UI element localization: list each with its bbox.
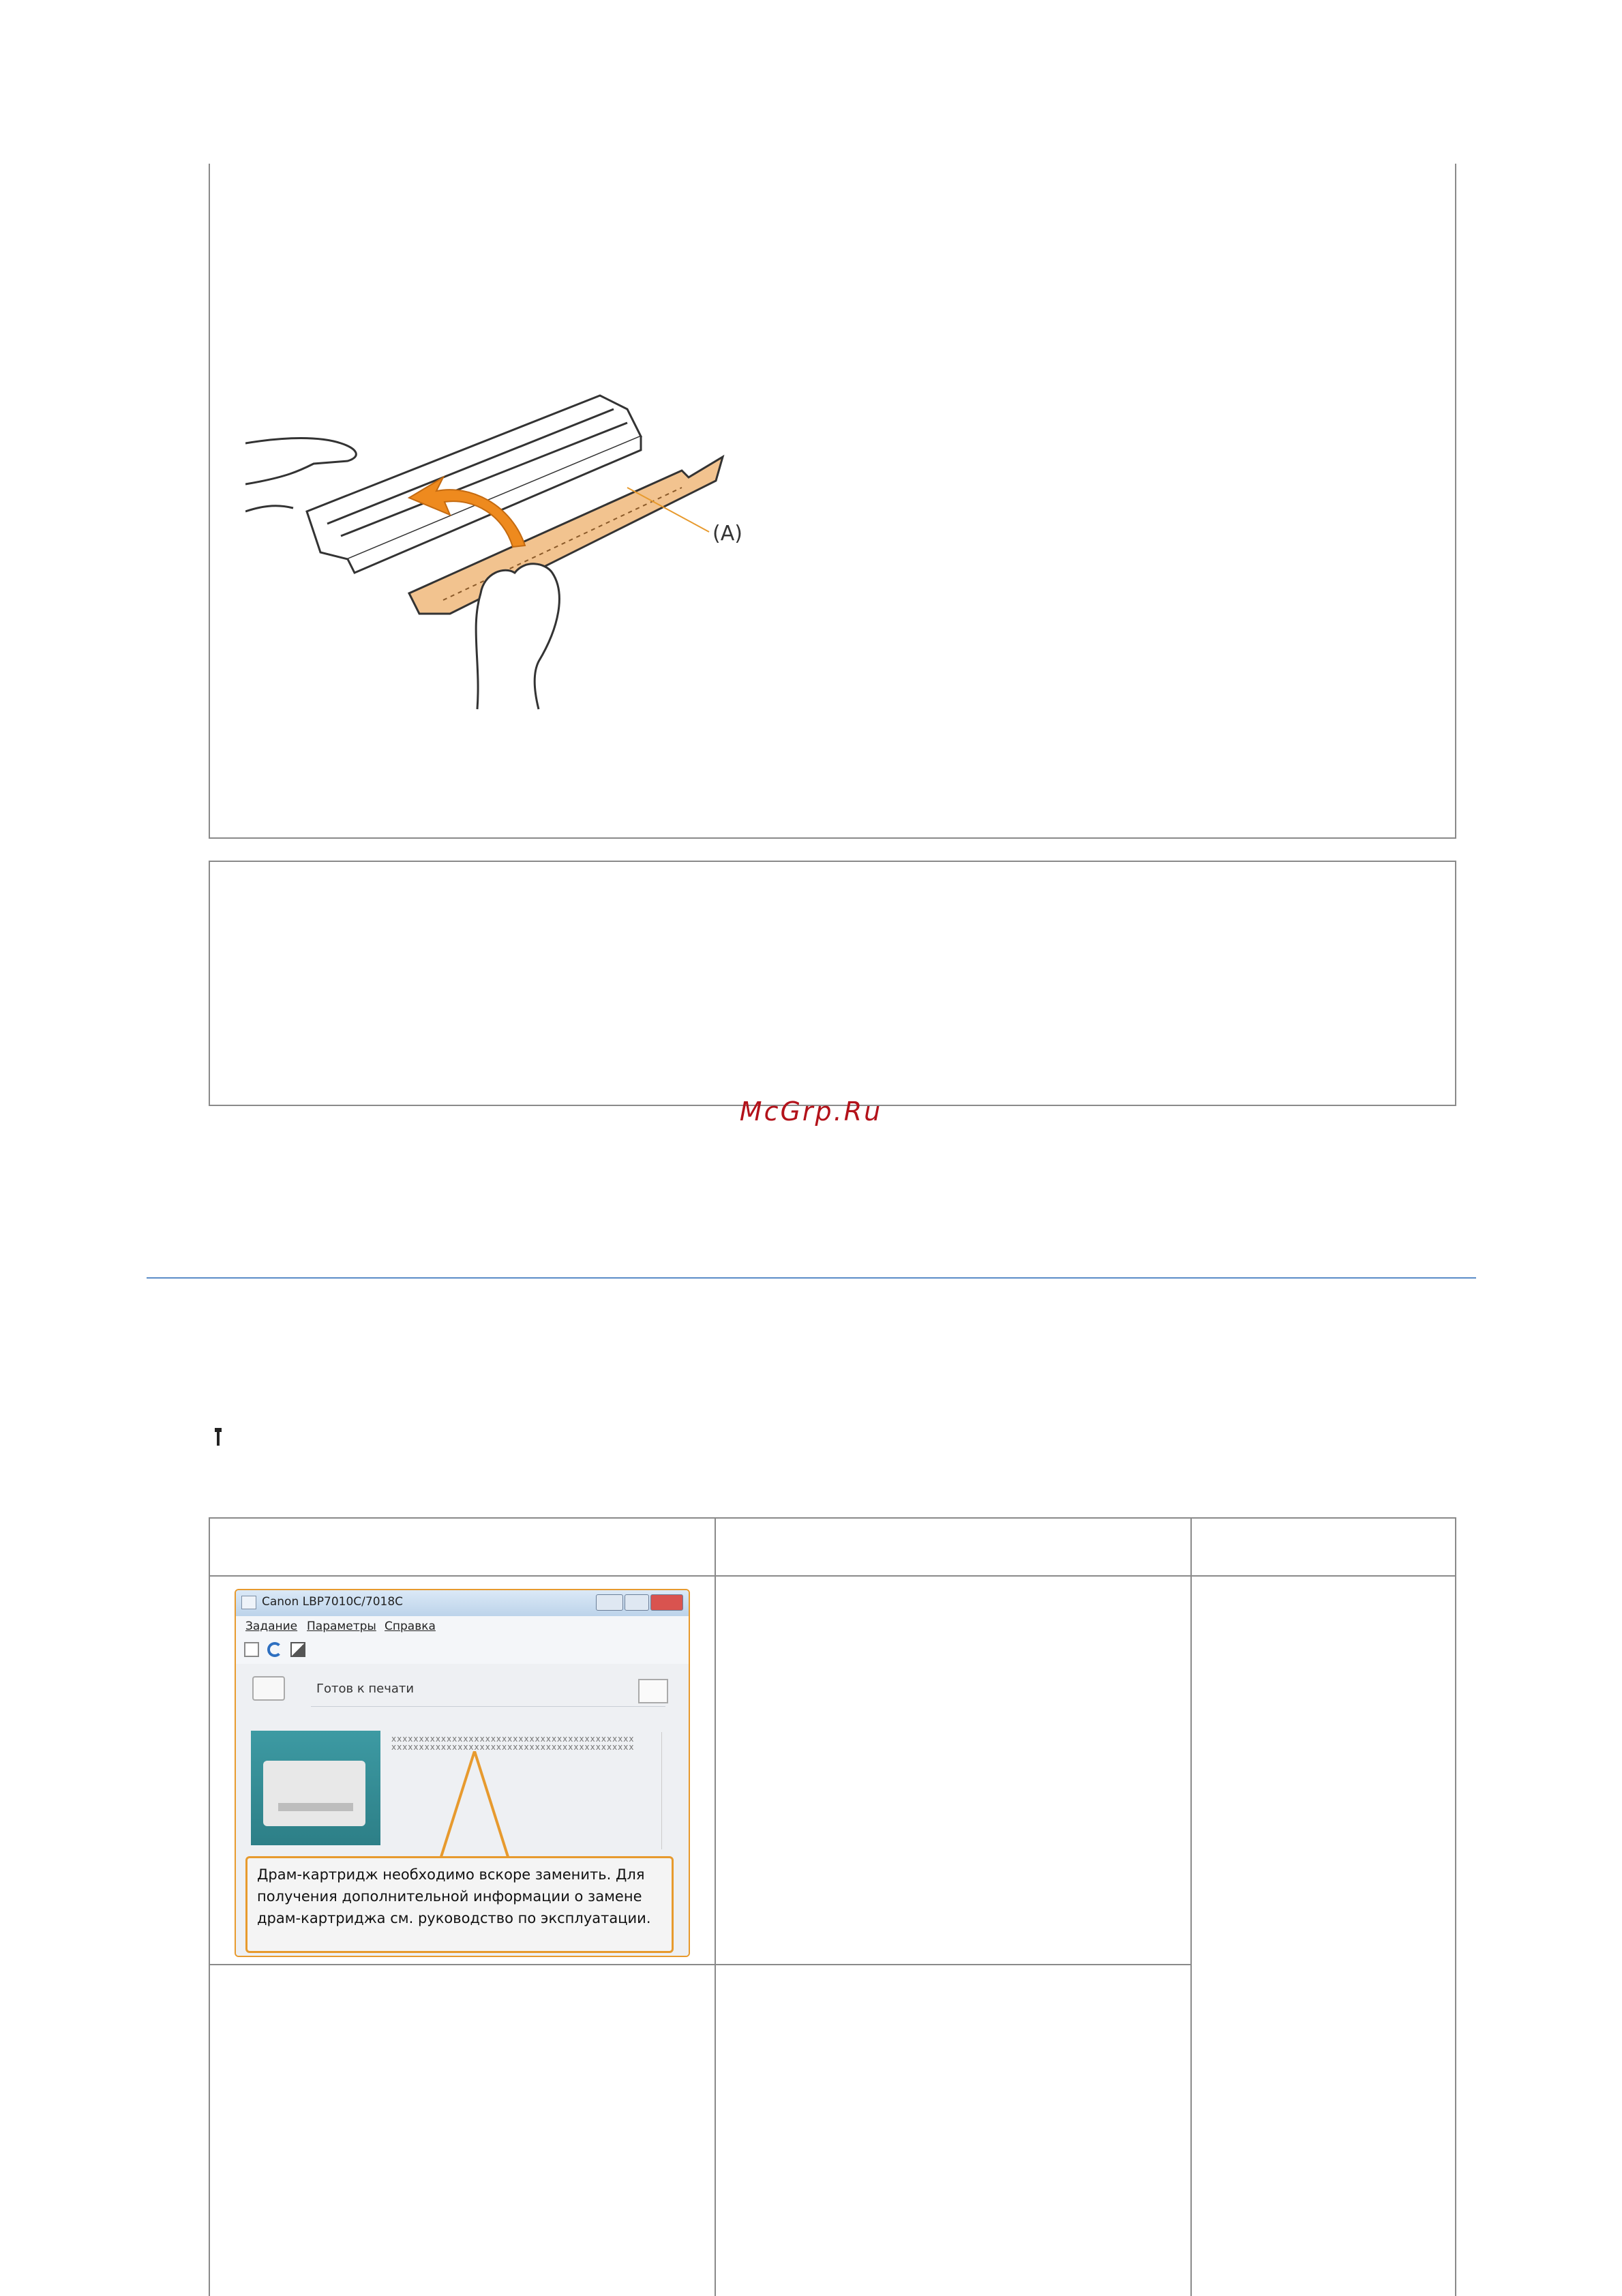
status-panel bbox=[236, 1664, 689, 1957]
menu-item-help[interactable]: Справка bbox=[385, 1620, 436, 1633]
toolbar bbox=[236, 1637, 689, 1665]
drum-cartridge bbox=[307, 396, 641, 573]
close-icon[interactable] bbox=[650, 1594, 683, 1611]
printer-app-icon bbox=[241, 1596, 256, 1609]
pin-icon bbox=[213, 1427, 224, 1447]
tooltip-pointer bbox=[427, 1751, 522, 1859]
printer-status-window bbox=[235, 1589, 690, 1957]
menu-item-parameters[interactable]: Параметры bbox=[307, 1620, 376, 1633]
table-column-divider bbox=[715, 1517, 716, 2296]
message-strip: xxxxxxxxxxxxxxxxxxxxxxxxxxxxxxxxxxxxxxxxxxxx xxxxxxxxxxxxxxxxxxxxxxxxxxxxxxxxxxxxxxxxxxxx bbox=[391, 1735, 635, 1751]
printer-status-icon bbox=[252, 1676, 285, 1701]
window-titlebar bbox=[236, 1590, 689, 1617]
table-border-top bbox=[209, 1517, 1456, 1519]
table-border-right bbox=[1455, 1517, 1456, 2296]
minimize-icon[interactable] bbox=[596, 1594, 623, 1611]
maximize-icon[interactable] bbox=[625, 1594, 649, 1611]
drum-cartridge-message: Драм-картридж необходимо вскоре заменить. Для получения дополнительной информации о замене драм-картриджа см. руководство по эксплуатации. bbox=[245, 1856, 674, 1953]
right-hand bbox=[476, 564, 559, 709]
table-header-divider bbox=[209, 1575, 1456, 1577]
refresh-icon[interactable] bbox=[267, 1642, 282, 1657]
status-text: Готов к печати bbox=[316, 1682, 415, 1696]
note-frame bbox=[209, 861, 1456, 1106]
settings-icon[interactable] bbox=[638, 1679, 668, 1703]
menu-item-task[interactable]: Задание bbox=[245, 1620, 298, 1633]
window-title: Canon LBP7010C/7018C bbox=[262, 1595, 404, 1609]
printer-tool-icon[interactable] bbox=[290, 1642, 305, 1657]
table-row-divider bbox=[209, 1964, 1190, 1965]
stop-icon[interactable] bbox=[244, 1642, 259, 1657]
table-border-left bbox=[209, 1517, 210, 2296]
scrollbar[interactable] bbox=[661, 1732, 670, 1849]
callout-label-a: (A) bbox=[712, 522, 742, 546]
menu-bar bbox=[236, 1616, 689, 1637]
section-divider bbox=[147, 1277, 1476, 1279]
drum-cartridge-illustration bbox=[245, 368, 764, 716]
watermark: McGrp.Ru bbox=[739, 1097, 883, 1127]
printer-image bbox=[251, 1731, 380, 1845]
table-column-divider bbox=[1190, 1517, 1192, 2296]
